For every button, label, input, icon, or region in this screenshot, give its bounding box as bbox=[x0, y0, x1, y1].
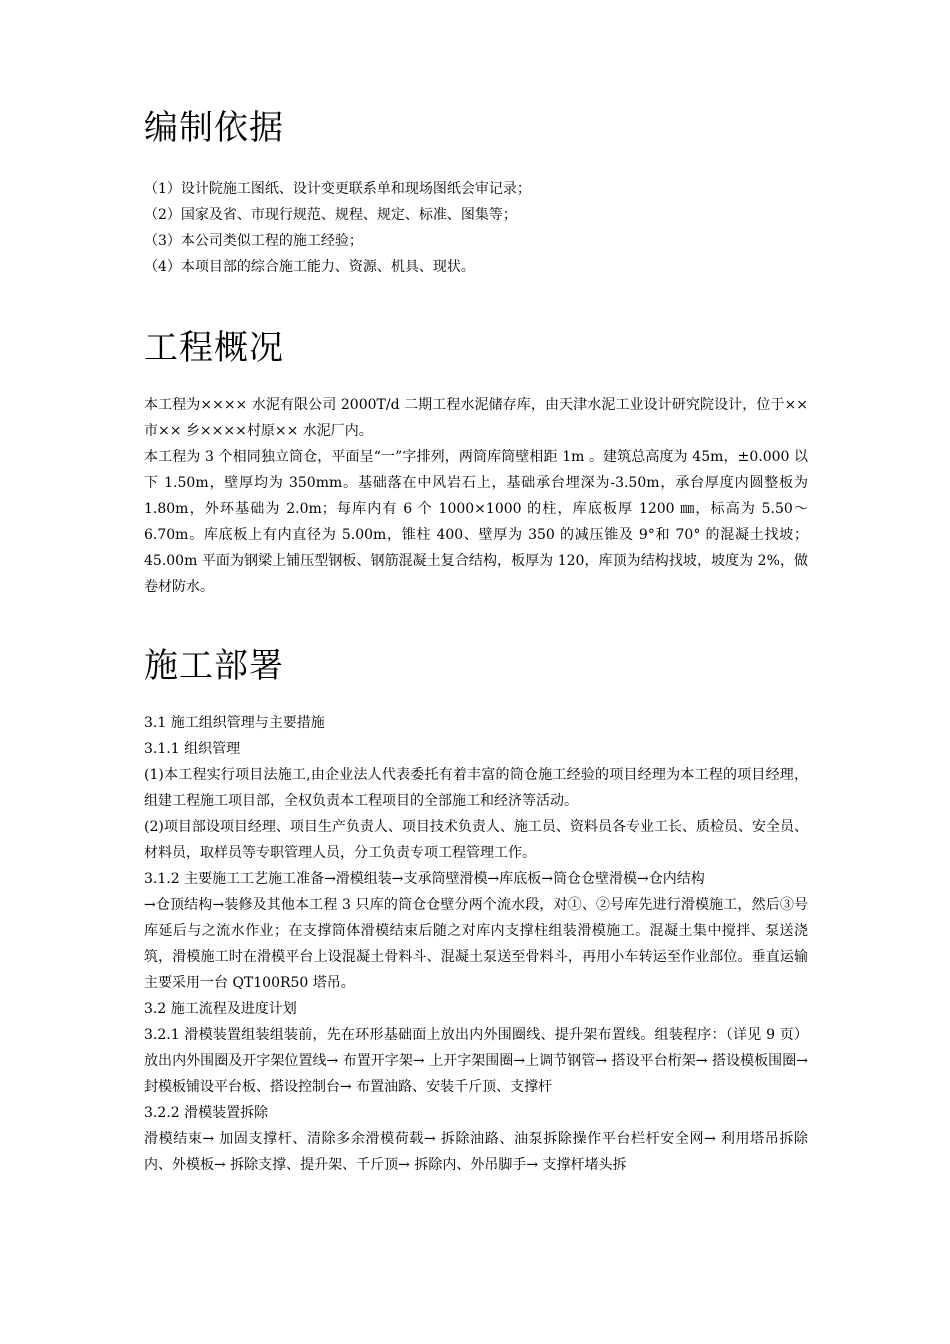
list-item: （4）本项目部的综合施工能力、资源、机具、现状。 bbox=[144, 259, 475, 275]
list-item: （3）本公司类似工程的施工经验； bbox=[144, 233, 363, 249]
subheading: 3.1.1 组织管理 bbox=[144, 741, 241, 757]
list-item: （1）设计院施工图纸、设计变更联系单和现场图纸会审记录； bbox=[144, 181, 531, 197]
paragraph: 本工程为×××× 水泥有限公司 2000T/d 二期工程水泥储存库，由天津水泥工业设计研究院设计，位于×× 市×× 乡××××村原×× 水泥厂内。 bbox=[144, 397, 808, 439]
paragraph: (1)本工程实行项目法施工,由企业法人代表委托有着丰富的筒仓施工经验的项目经理为本工程的项目经理，组建工程施工项目部，全权负责本工程项目的全部施工和经济等活动。 bbox=[144, 767, 808, 809]
paragraph: →仓顶结构→装修及其他本工程 3 只库的筒仓仓壁分两个流水段，对①、②号库先进行滑模施工，然后③号库延后与之流水作业；在支撑筒体滑模结束后随之对库内支撑柱组装滑模施工。混凝土集中搅拌、泵送浇筑，滑模施工时在滑模平台上设混凝土骨料斗、混凝土泵送至骨料斗，再用小车转运至作业部位。垂直运输主要采用一台 QT100R50 塔吊。 bbox=[144, 897, 808, 991]
basis-list bbox=[144, 176, 531, 280]
paragraph: 滑模结束→ 加固支撑杆、清除多余滑模荷载→ 拆除油路、油泵拆除操作平台栏杆安全网→ 利用塔吊拆除内、外模板→ 拆除支撑、提升架、千斤顶→ 拆除内、外吊脚手→ 支撑杆堵头拆 bbox=[144, 1131, 808, 1173]
overview-body bbox=[144, 392, 808, 600]
paragraph: (2)项目部设项目经理、项目生产负责人、项目技术负责人、施工员、资料员各专业工长、质检员、安全员、材料员，取样员等专职管理人员，分工负责专项工程管理工作。 bbox=[144, 819, 808, 861]
subheading: 3.2.2 滑模装置拆除 bbox=[144, 1105, 269, 1121]
paragraph: 3.2.1 滑模装置组装组装前，先在环形基础面上放出内外围圈线、提升架布置线。组装程序：（详见 9 页）放出内外围圈及开字架位置线→ 布置开字架→ 上开字架围圈→上调节钢管→ 搭设平台桁架→ 搭设模板围圈→ 封模板铺设平台板、搭设控制台→ 布置油路、安装千斤顶、支撑杆 bbox=[144, 1027, 808, 1095]
section-title-overview: 工程概况 bbox=[144, 328, 284, 368]
subheading: 3.1 施工组织管理与主要措施 bbox=[144, 715, 325, 731]
paragraph: 3.1.2 主要施工工艺施工准备→滑模组装→支承筒壁滑模→库底板→筒仓仓壁滑模→仓内结构 bbox=[144, 871, 705, 887]
deployment-body bbox=[144, 710, 808, 1178]
section-title-deployment: 施工部署 bbox=[144, 646, 284, 686]
subheading: 3.2 施工流程及进度计划 bbox=[144, 1001, 297, 1017]
section-title-basis: 编制依据 bbox=[144, 108, 284, 148]
list-item: （2）国家及省、市现行规范、规程、规定、标准、图集等； bbox=[144, 207, 517, 223]
paragraph: 本工程为 3 个相同独立筒仓，平面呈“一”字排列，两筒库筒壁相距 1m 。建筑总高度为 45m，±0.000 以下 1.50m，壁厚均为 350mm。基础落在中风岩石上，基础承台埋深为-3.50m，承台厚度内圆整板为 1.80m，外环基础为 2.0m；每库内有 6 个 1000×1000 的柱，库底板厚 1200 ㎜，标高为 5.50～6.70m。库底板上有内直径为 5.00m，锥柱 400、壁厚为 350 的减压锥及 9°和 70° 的混凝土找坡；45.00m 平面为钢梁上铺压型钢板、钢筋混凝土复合结构，板厚为 120，库顶为结构找坡，坡度为 2%，做卷材防水。 bbox=[144, 449, 808, 595]
